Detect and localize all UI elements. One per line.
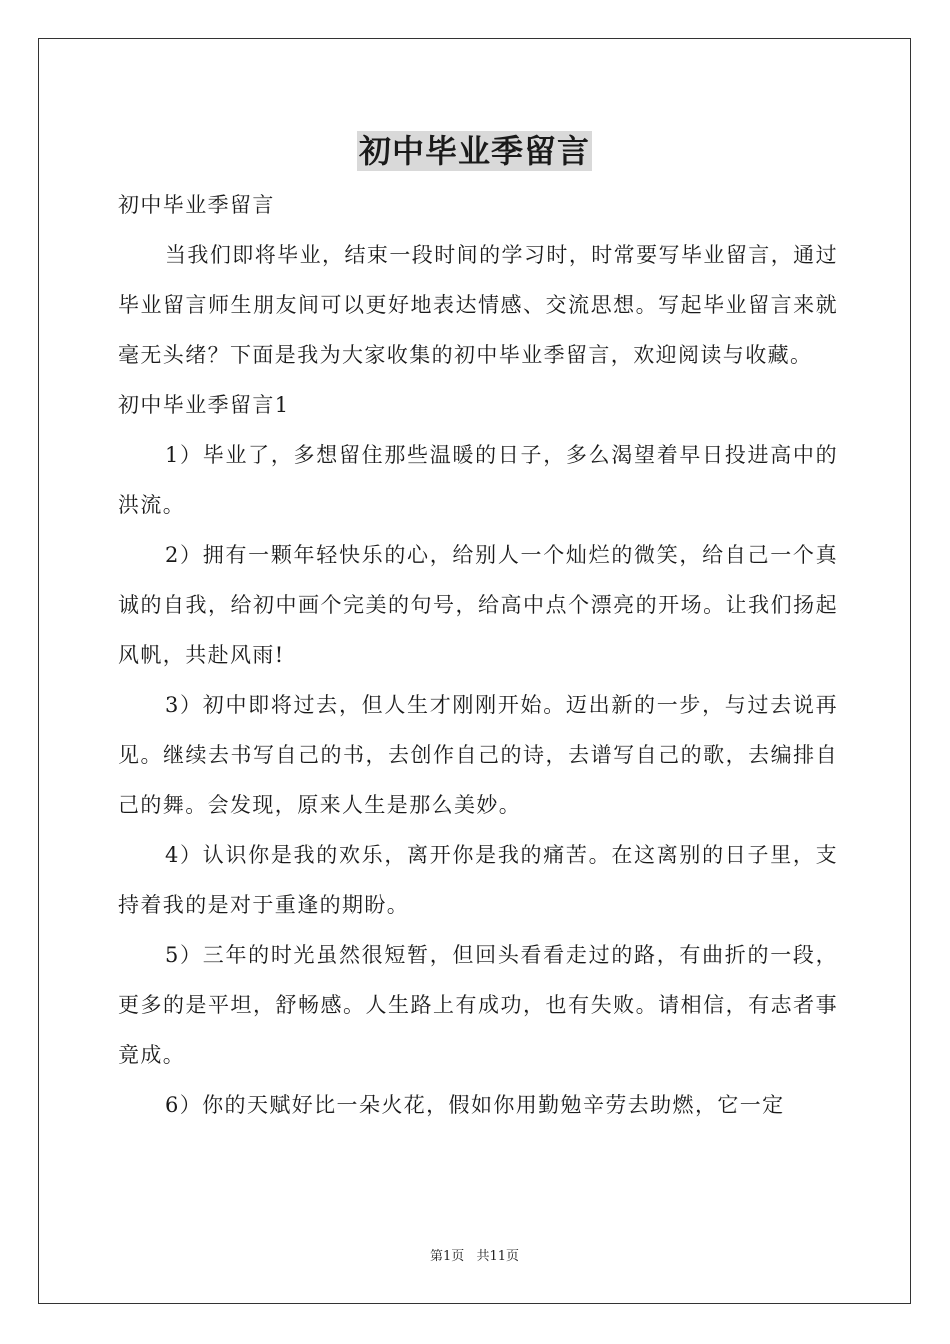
section-heading: 初中毕业季留言1 [118, 393, 290, 417]
page-footer [39, 1245, 910, 1264]
message-paragraph: 5）三年的时光虽然很短暂，但回头看看走过的路，有曲折的一段，更多的是平坦，舒畅感。人生路上有成功，也有失败。请相信，有志者事竟成。 [118, 943, 838, 1067]
intro-paragraph: 当我们即将毕业，结束一段时间的学习时，时常要写毕业留言，通过毕业留言师生朋友间可以更好地表达情感、交流思想。写起毕业留言来就毫无头绪？下面是我为大家收集的初中毕业季留言，欢迎阅读与收藏。 [118, 243, 838, 367]
document-body [118, 180, 838, 1130]
page-number: 第1页 [430, 1249, 465, 1264]
message-paragraph: 2）拥有一颗年轻快乐的心，给别人一个灿烂的微笑，给自己一个真诚的自我，给初中画个完美的句号，给高中点个漂亮的开场。让我们扬起风帆，共赴风雨! [118, 543, 838, 667]
message-paragraph: 1）毕业了，多想留住那些温暖的日子，多么渴望着早日投进高中的洪流。 [118, 443, 838, 517]
document-title: 初中毕业季留言 [358, 132, 590, 170]
message-paragraph: 6）你的天赋好比一朵火花，假如你用勤勉辛劳去助燃，它一定 [165, 1093, 785, 1117]
title-container [39, 131, 910, 171]
document-page [38, 38, 911, 1304]
section-heading: 初中毕业季留言 [118, 193, 275, 217]
page-total: 共11页 [476, 1249, 519, 1264]
message-paragraph: 3）初中即将过去，但人生才刚刚开始。迈出新的一步，与过去说再见。继续去书写自己的书，去创作自己的诗，去谱写自己的歌，去编排自己的舞。会发现，原来人生是那么美妙。 [118, 693, 838, 817]
message-paragraph: 4）认识你是我的欢乐，离开你是我的痛苦。在这离别的日子里，支持着我的是对于重逢的期盼。 [118, 843, 838, 917]
